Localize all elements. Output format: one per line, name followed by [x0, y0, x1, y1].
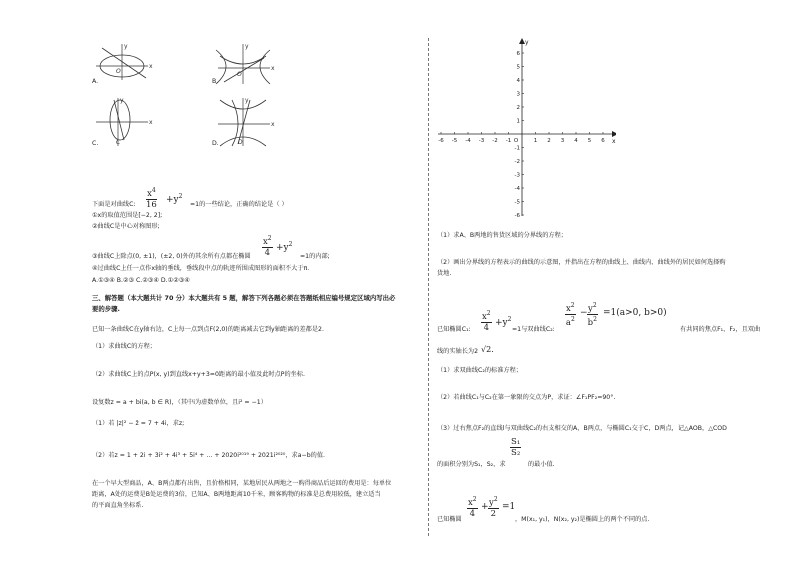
x-tick-label: 2	[547, 138, 551, 144]
y-axis-label: y	[525, 39, 529, 46]
q-curve-choices: A.①③④ B.②③ C.②③④ D.①②③④	[92, 277, 190, 284]
option-c-label: C.	[92, 140, 99, 147]
q19-part1: （1）求A、B两地的售货区域的分界线的方程；	[437, 232, 567, 239]
q-curve-item2: ②曲线C是中心对称图形;	[92, 223, 160, 230]
column-divider	[428, 38, 429, 536]
q20-part3b-tail: 的最小值.	[528, 461, 555, 468]
x-tick-label: 1	[533, 138, 538, 144]
q20-plus-y: $+y^2$	[495, 316, 512, 328]
q20-lead: 已知椭圆C₁:	[437, 326, 471, 333]
x-tick-label: -6	[438, 138, 444, 144]
q-curve-lead: 下面是对曲线C:	[92, 201, 136, 208]
q19-line1: 在一个早大型商品，A、B两点都有出售，且价格相同，某地居民从两地之一购得商品后运回的费用是：每单位	[92, 480, 392, 487]
y-tick-label: -1	[514, 145, 520, 152]
q18-stem: 设复数z = a + bi(a, b ∈ R)，（其中i为虚数单位，且i² = −1）	[92, 399, 267, 406]
y-tick-label: 1	[516, 118, 520, 125]
y-tick-label: -2	[514, 159, 520, 165]
q18-part2: （2）若z = 1 + 2i + 3i² + 4i³ + 5i⁴ + ... + 2020i²⁰¹⁹ + 2021i²⁰²⁰，求a−b的值.	[92, 452, 325, 459]
q17-stem: 已知一条曲线C在y轴右边，C上每一点到点F(2,0)的距离减去它到y轴距离的差都是2.	[92, 326, 324, 333]
x-axis-label: x	[612, 138, 616, 145]
x-tick-label: 4	[574, 138, 578, 144]
y-tick-label: 6	[516, 51, 520, 57]
graph-b-y: y	[245, 43, 249, 50]
coordinate-plane	[436, 36, 616, 220]
q-curve-tail: =1的一些结论，正确的结论是（ ）	[190, 201, 288, 208]
q-curve-item4: ④过曲线C上任一点作x轴的垂线，垂线段中点的轨迹所围成图形的面积不大于π.	[92, 265, 310, 272]
graph-b	[216, 43, 275, 84]
option-graphs	[88, 40, 318, 152]
x-tick-label: -1	[505, 138, 512, 144]
q21-eq: =1	[502, 502, 516, 512]
x-tick-label: 6	[601, 138, 605, 144]
graph-d-y: y	[245, 97, 249, 104]
graph-c	[96, 97, 153, 146]
graph-a-y: y	[124, 43, 128, 50]
x-axis-arrow	[612, 131, 616, 137]
q21-fraction-2: $\frac{y^2}{2}$	[489, 496, 498, 519]
y-tick-label: 2	[516, 105, 520, 111]
q-curve-frac-exp: 4	[151, 187, 156, 194]
graph-a-x: x	[149, 63, 153, 70]
q19-part2-a: （2）画出分界线的方程表示的曲线的示意图，并指出在方程的曲线上、曲线内、曲线外的居民如何选择购	[437, 259, 726, 266]
y-tick-label: 4	[516, 78, 520, 84]
graph-d	[218, 97, 275, 146]
x-tick-label: 3	[560, 138, 565, 144]
option-a-label: A.	[92, 78, 99, 85]
y-tick-label: 5	[516, 64, 520, 71]
y-tick-label: -3	[514, 172, 520, 179]
graph-c-label: C	[116, 139, 121, 146]
section3-line1: 三、解答题（本大题共计 70 分）本大题共有 5 题，解答下列各题必须在答题纸相应编号规定区域内写出必	[92, 294, 396, 302]
x-tick-label: -4	[465, 138, 471, 144]
graph-d-label: D	[238, 139, 243, 146]
graph-a	[96, 43, 153, 80]
y-tick-label: -4	[514, 186, 520, 192]
q-curve-ellipse-plus-y: $+y^2$	[276, 241, 293, 253]
q19-line3: 的平面直角坐标系.	[92, 502, 144, 509]
q20-mid: =1与双曲线C₂:	[512, 326, 555, 333]
y-tick-label: 3	[516, 91, 520, 98]
q-curve-item3-tail: =1的内部;	[300, 253, 330, 260]
q20-condition: =1(a>0, b>0)	[603, 308, 667, 318]
q20-part1: （1）求双曲线C₂的标准方程；	[437, 367, 522, 374]
option-b-label: B.	[212, 78, 219, 85]
q-curve-fraction	[146, 186, 157, 210]
x-tick-label: -5	[451, 138, 458, 144]
q20-part3: （3）过右焦点F₂的直线l与双曲线C₂的右支相交的A，B两点，与椭圆C₁交于C，D两点，记△AOB，△COD	[437, 425, 727, 432]
x-tick-label: O	[513, 138, 519, 144]
q17-part2: （2）求曲线C上的点P(x, y)到直线x+y+3=0距离的最小值及此时点P的坐标.	[92, 371, 306, 378]
graph-b-x: x	[271, 65, 275, 72]
q-curve-ellipse-fraction: $\frac{x^2}{4}$	[263, 235, 272, 258]
q21-lead: 已知椭圆	[437, 516, 462, 523]
y-tick-label: -6	[514, 213, 520, 219]
graph-b-o: O	[237, 71, 242, 78]
option-d-label: D.	[212, 140, 219, 147]
graph-c-y: y	[120, 97, 124, 104]
q21-tail: ，M(x₁, y₁)，N(x₂, y₂)是椭圆上的两个不同的点.	[515, 516, 650, 523]
q20-line2: 线的实轴长为2	[437, 348, 479, 355]
q-curve-plus-y: $+y^2$	[166, 193, 183, 205]
x-tick-label: -3	[478, 138, 485, 144]
q21-fraction-1: $\frac{x^2}{4}$	[468, 496, 477, 519]
q20-hyperbola-fraction-1: $\frac{x^2}{a^2}$	[565, 302, 575, 328]
q20-sqrt: √2.	[481, 345, 494, 354]
q19-part2-b: 货地.	[437, 270, 452, 277]
graph-d-x: x	[271, 121, 275, 128]
q-curve-frac-num: x	[147, 188, 152, 199]
q20-area-ratio: $\frac{\text{S₁}}{\text{S₂}}$	[511, 437, 521, 458]
q20-part3b-lead: 的面积分别为S₁，S₂，求	[437, 461, 506, 468]
q20-tail: 有共同的焦点F₁，F₂，且双曲	[680, 326, 761, 333]
q18-part1: （1）若 |z|² − z̄ = 7 + 4i，求z;	[92, 420, 185, 427]
q-curve-item3: ③曲线C上除点(0, ±1)，(±2, 0)外的其余所有点都在椭圆	[92, 253, 251, 260]
y-tick-label: -5	[514, 199, 520, 206]
q20-minus: −	[580, 308, 588, 318]
section3-line2: 要的步骤.	[92, 305, 120, 313]
q21-plus: +	[481, 502, 489, 512]
x-tick-label: -2	[492, 138, 498, 144]
q-curve-item1: ①x的取值范围是[−2, 2];	[92, 212, 163, 219]
q20-hyperbola-fraction-2: $\frac{y^2}{b^2}$	[587, 302, 597, 328]
q20-ellipse-fraction: $\frac{x^2}{4}$	[482, 310, 491, 333]
q20-part2: （2）若曲线C₁与C₂在第一象限的交点为P，求证：∠F₁PF₂=90°.	[437, 394, 616, 401]
graph-a-o: O	[116, 68, 121, 75]
graph-c-x: x	[149, 119, 153, 126]
q-curve-frac-den: 16	[146, 199, 157, 210]
q19-line2: 距离，A处的运费是B处运费的3倍，已知A、B两地距离10千米，顾客购物的标准是总费用较低，建立适当	[92, 491, 381, 498]
q17-part1: （1）求曲线C的方程；	[92, 343, 156, 350]
x-tick-label: 5	[587, 138, 592, 144]
